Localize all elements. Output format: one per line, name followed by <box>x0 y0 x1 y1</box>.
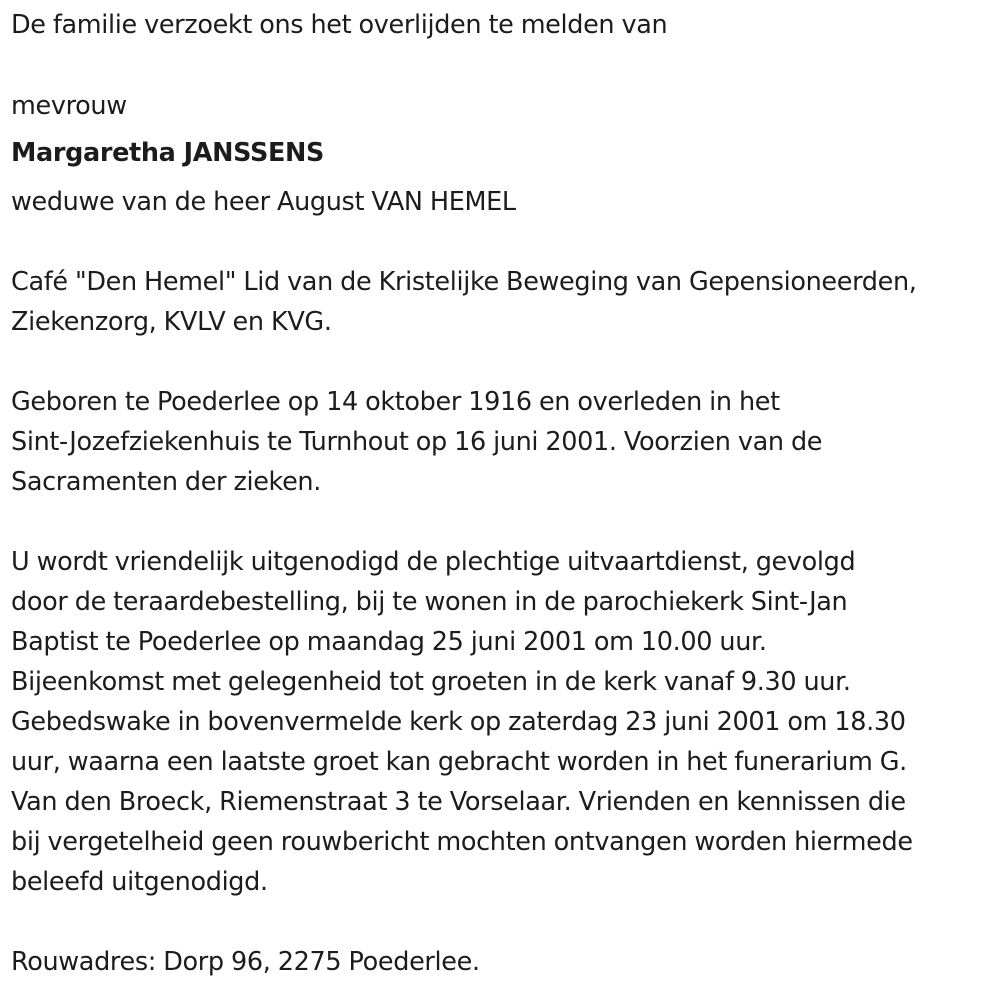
intro-text: De familie verzoekt ons het overlijden te melden van <box>11 10 668 40</box>
paragraph-line: Ziekenzorg, KVLV en KVG. <box>11 307 332 337</box>
paragraph-line: Geboren te Poederlee op 14 oktober 1916 en overleden in het <box>11 387 780 417</box>
mourning-address: Rouwadres: Dorp 96, 2275 Poederlee. <box>11 947 480 977</box>
paragraph-line: Sint-Jozefziekenhuis te Turnhout op 16 juni 2001. Voorzien van de <box>11 427 823 457</box>
paragraph-line: door de teraardebestelling, bij te wonen in de parochiekerk Sint-Jan <box>11 587 848 617</box>
paragraph-line: Bijeenkomst met gelegenheid tot groeten in de kerk vanaf 9.30 uur. <box>11 667 851 697</box>
paragraph-line: bij vergetelheid geen rouwbericht mochten ontvangen worden hiermede <box>11 827 913 857</box>
paragraph-line: Gebedswake in bovenvermelde kerk op zaterdag 23 juni 2001 om 18.30 <box>11 707 906 737</box>
paragraph-line: Baptist te Poederlee op maandag 25 juni 2001 om 10.00 uur. <box>11 627 767 657</box>
paragraph-line: uur, waarna een laatste groet kan gebracht worden in het funerarium G. <box>11 747 907 777</box>
relation-text: weduwe van de heer August VAN HEMEL <box>11 187 516 217</box>
paragraph-line: U wordt vriendelijk uitgenodigd de plechtige uitvaartdienst, gevolgd <box>11 547 856 577</box>
paragraph-line: Café "Den Hemel" Lid van de Kristelijke Beweging van Gepensioneerden, <box>11 267 917 297</box>
paragraph-line: Sacramenten der zieken. <box>11 467 321 497</box>
salutation: mevrouw <box>11 91 127 121</box>
deceased-name: Margaretha JANSSENS <box>11 138 325 168</box>
paragraph-line: beleefd uitgenodigd. <box>11 867 268 897</box>
paragraph-line: Van den Broeck, Riemenstraat 3 te Vorselaar. Vrienden en kennissen die <box>11 787 906 817</box>
